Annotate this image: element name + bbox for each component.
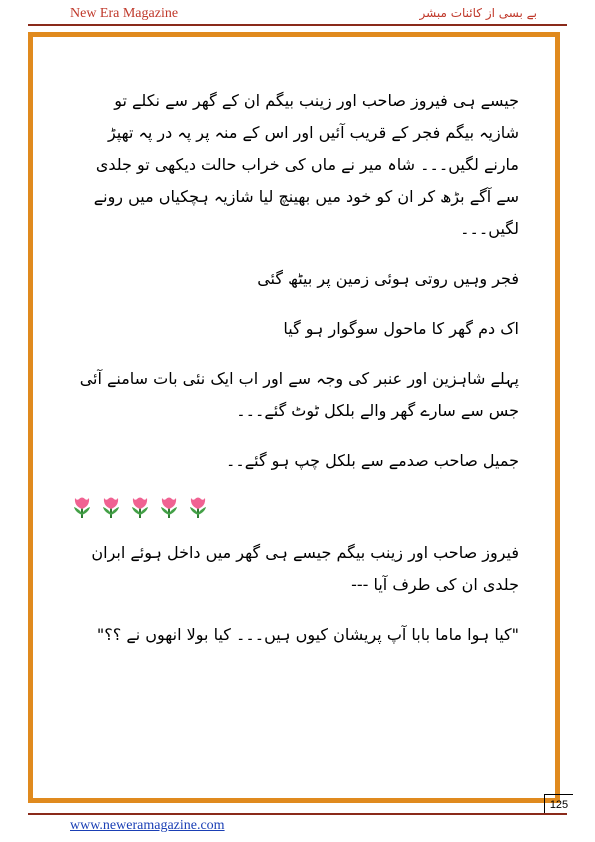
paragraph: فیروز صاحب اور زینب بیگم جیسے ہی گھر میں داخل ہوئے ابران جلدی ان کی طرف آیا --- [91, 543, 519, 594]
tulip-icon [70, 495, 94, 523]
paragraph: جیسے ہی فیروز صاحب اور زینب بیگم ان کے گھر سے نکلے تو شازیہ بیگم فجر کے قریب آئیں اور اس کے منہ پر پہ در پہ تھپڑ مارنے لگیں۔۔۔ شاہ میر نے ماں کی خراب حالت دیکھی تو جلدی سے آگے بڑھ کر ان کو خود میں بھینچ لیا شازیہ ہچکیاں میں رونے لگیں۔۔۔ [93, 91, 519, 238]
article-body [70, 85, 519, 669]
tulip-icon [128, 495, 152, 523]
page-number: 125 [544, 794, 573, 815]
tulip-icon [186, 495, 210, 523]
tulip-icon [99, 495, 123, 523]
paragraph: فجر وہیں روتی ہوئی زمین پر بیٹھ گئی [257, 269, 519, 288]
paragraph: پہلے شاہزین اور عنبر کی وجہ سے اور اب ایک نئی بات سامنے آئی جس سے سارے گھر والے بلکل ٹوٹ گئے۔۔۔ [79, 369, 519, 420]
website-link[interactable]: www.neweramagazine.com [70, 818, 225, 833]
tulip-icon [157, 495, 181, 523]
section-divider [70, 495, 519, 523]
footer-divider [28, 813, 567, 815]
header-divider [28, 24, 567, 26]
dialogue-line: "کیا ہوا ماما بابا آپ پریشان کیوں ہیں۔۔۔ کیا بولا انھوں نے ؟؟" [96, 625, 519, 644]
paragraph: جمیل صاحب صدمے سے بلکل چپ ہو گئے۔۔ [226, 451, 519, 470]
story-title: بے بسی از کائنات مبشر [419, 6, 537, 20]
magazine-name: New Era Magazine [70, 6, 179, 21]
paragraph: اک دم گھر کا ماحول سوگوار ہو گیا [283, 319, 519, 338]
